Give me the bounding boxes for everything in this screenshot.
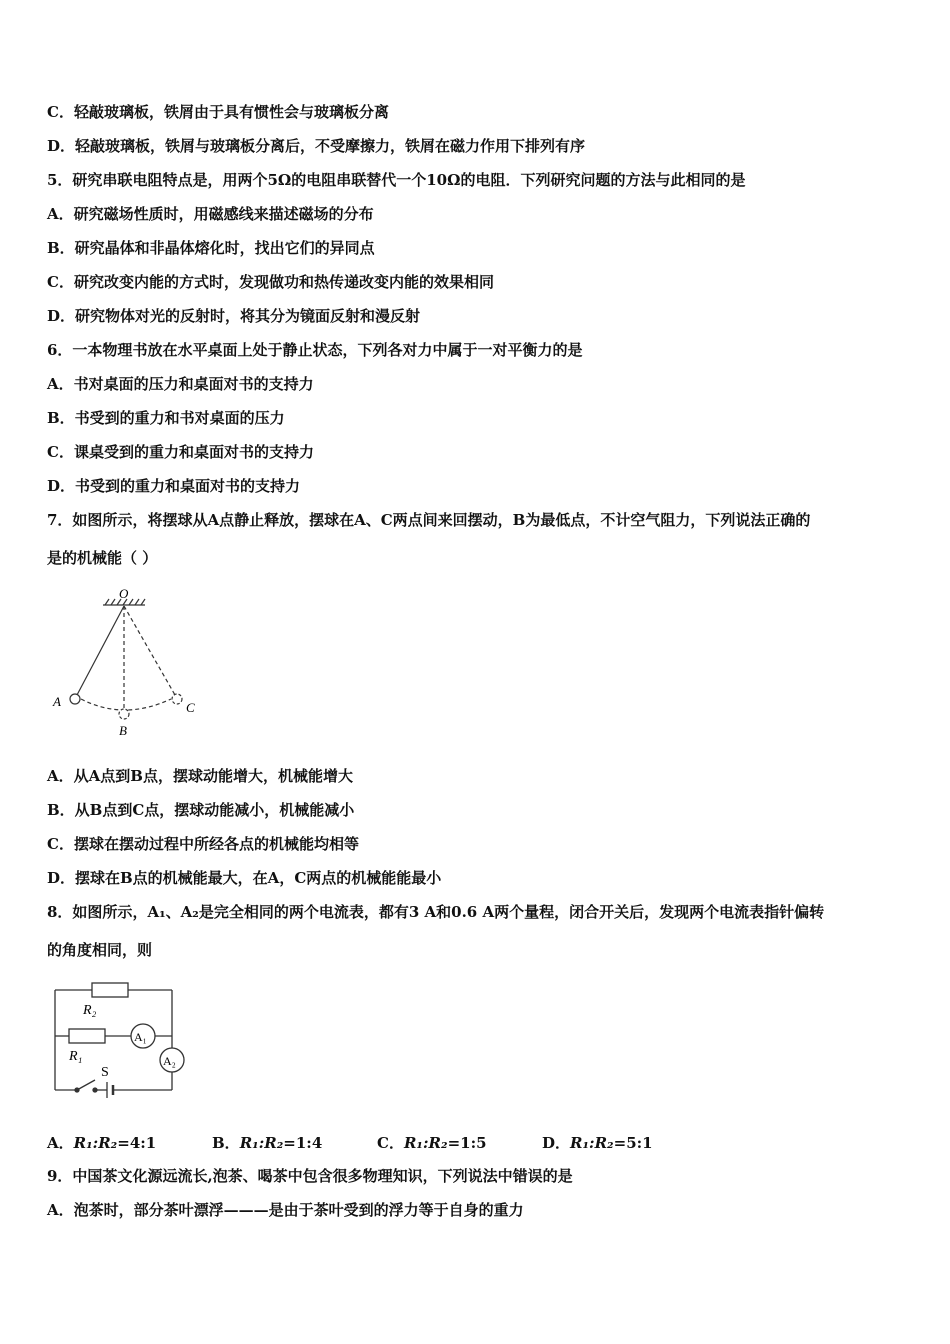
q8-option-a-ratio: R₁:R₂ <box>73 1134 118 1152</box>
question-7-option-c: C．摆球在摆动过程中所经各点的机械能均相等 <box>47 835 359 853</box>
question-5-option-a: A．研究磁场性质时，用磁感线来描述磁场的分布 <box>47 205 374 223</box>
pendulum-label-o: O <box>119 586 129 601</box>
question-6-option-a: A．书对桌面的压力和桌面对书的支持力 <box>47 375 314 393</box>
question-7-option-b: B．从B点到C点，摆球动能减小，机械能减小 <box>47 801 355 819</box>
pendulum-diagram <box>47 585 217 745</box>
q8-option-b-ratio: R₁:R₂ <box>239 1134 284 1152</box>
question-9-option-a: A．泡茶时，部分茶叶漂浮———是由于茶叶受到的浮力等于自身的重力 <box>47 1201 524 1219</box>
question-7-option-d: D．摆球在B点的机械能最大，在A，C两点的机械能能最小 <box>47 869 442 887</box>
q8-option-d-value: =5:1 <box>613 1134 653 1152</box>
pendulum-label-c: C <box>186 700 195 715</box>
question-6-option-d: D．书受到的重力和桌面对书的支持力 <box>47 477 301 495</box>
pendulum-label-b: B <box>119 723 127 738</box>
question-5-option-d: D．研究物体对光的反射时，将其分为镜面反射和漫反射 <box>47 307 421 325</box>
question-8-stem-line2: 的角度相同，则 <box>47 941 153 959</box>
question-7-option-a: A．从A点到B点，摆球动能增大，机械能增大 <box>47 767 353 785</box>
q8-option-c-value: =1:5 <box>447 1134 487 1152</box>
question-7-stem-line2: 是的机械能（ ） <box>47 549 158 567</box>
q8-option-d-ratio: R₁:R₂ <box>570 1134 614 1152</box>
q8-option-c-letter: C． <box>377 1134 404 1152</box>
q8-option-b-letter: B． <box>212 1134 240 1152</box>
question-8-stem-line1: 8．如图所示，A₁、A₂是完全相同的两个电流表，都有3 A和0.6 A两个量程，闭合开关后，发现两个电流表指针偏转 <box>47 903 825 921</box>
question-5-option-c: C．研究改变内能的方式时，发现做功和热传递改变内能的效果相同 <box>47 273 494 291</box>
q8-option-a-value: =4:1 <box>117 1134 157 1152</box>
pendulum-label-a: A <box>53 694 61 709</box>
question-5-stem: 5．研究串联电阻特点是，用两个5Ω的电阻串联替代一个10Ω的电阻．下列研究问题的方法与此相同的是 <box>47 171 746 189</box>
q8-option-d-letter: D． <box>542 1134 571 1152</box>
circuit-label-a2: A₂ <box>163 1054 176 1068</box>
question-9-stem: 9．中国茶文化源远流长,泡茶、喝茶中包含很多物理知识，下列说法中错误的是 <box>47 1167 573 1185</box>
circuit-label-s: S <box>101 1065 109 1080</box>
q8-option-c-ratio: R₁:R₂ <box>403 1134 448 1152</box>
q8-option-a-letter: A． <box>47 1134 74 1152</box>
question-6-stem: 6．一本物理书放在水平桌面上处于静止状态，下列各对力中属于一对平衡力的是 <box>47 341 583 359</box>
question-7-stem-line1: 7．如图所示，将摆球从A点静止释放，摆球在A、C两点间来回摆动，B为最低点，不计空气阻力，下列说法正确的 <box>47 511 811 529</box>
q8-option-b-value: =1:4 <box>283 1134 323 1152</box>
question-6-option-b: B．书受到的重力和书对桌面的压力 <box>47 409 285 427</box>
circuit-label-r2: R₂ <box>83 1003 97 1018</box>
circuit-label-a1: A₁ <box>134 1030 147 1044</box>
circuit-label-r1: R₁ <box>69 1049 83 1064</box>
question-6-option-c: C．课桌受到的重力和桌面对书的支持力 <box>47 443 314 461</box>
question-5-option-b: B．研究晶体和非晶体熔化时，找出它们的异同点 <box>47 239 375 257</box>
text-line-d-q4: D．轻敲玻璃板，铁屑与玻璃板分离后，不受摩擦力，铁屑在磁力作用下排列有序 <box>47 137 586 155</box>
circuit-diagram <box>47 978 197 1098</box>
text-line-c-q4: C．轻敲玻璃板，铁屑由于具有惯性会与玻璃板分离 <box>47 103 389 121</box>
